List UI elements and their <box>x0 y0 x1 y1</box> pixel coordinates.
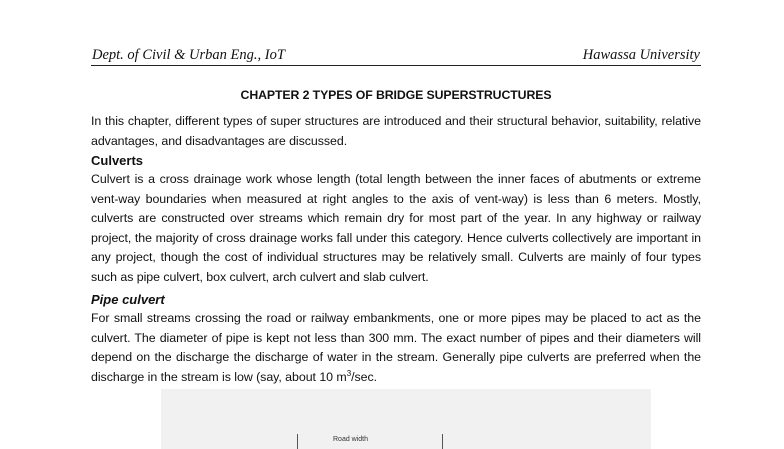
pipe-culvert-figure <box>161 389 651 449</box>
header-university: Hawassa University <box>582 47 700 63</box>
unit-superscript: 3 <box>346 368 352 378</box>
figure-left-boundary <box>297 434 298 449</box>
figure-label: Road width <box>333 436 369 443</box>
pipe-culvert-heading: Pipe culvert <box>91 292 165 307</box>
culverts-heading: Culverts <box>91 153 144 168</box>
chapter-title: CHAPTER 2 TYPES OF BRIDGE SUPERSTRUCTURES <box>240 88 552 102</box>
header-department: Dept. of Civil & Urban Eng., IoT <box>92 47 285 63</box>
page-header <box>91 45 701 66</box>
intro-paragraph: In this chapter, different types of super structures are introduced and their structural behavior, suitability, relative advantages, and disadvantages are discussed. <box>91 114 701 148</box>
pipe-culvert-paragraph <box>91 309 701 387</box>
pipe-culvert-text-end: /sec. <box>351 369 378 384</box>
culverts-paragraph: Culvert is a cross drainage work whose length (total length between the inner faces of abutments or extreme vent-way boundaries when measured at right angles to the axis of vent-way) is less than 6 meters. Mostly, culverts are constructed over streams which remain dry for most part of the year. In any highway or railway project, the majority of cross drainage works fall under this category. Hence culverts collectively are important in any project, though the cost of individual structures may be relatively small. Culverts are mainly of four types such as pipe culvert, box culvert, arch culvert and slab culvert. <box>91 172 701 284</box>
pipe-culvert-text: For small streams crossing the road or railway embankments, one or more pipes may be placed to act as the culvert. The diameter of pipe is kept not less than 300 mm. The exact number of pipes and their diameters will depend on the discharge the discharge of water in the stream. Generally pipe culverts are preferred when the discharge in the stream is low (say, about 10 m <box>91 311 701 384</box>
figure-right-boundary <box>442 434 443 449</box>
